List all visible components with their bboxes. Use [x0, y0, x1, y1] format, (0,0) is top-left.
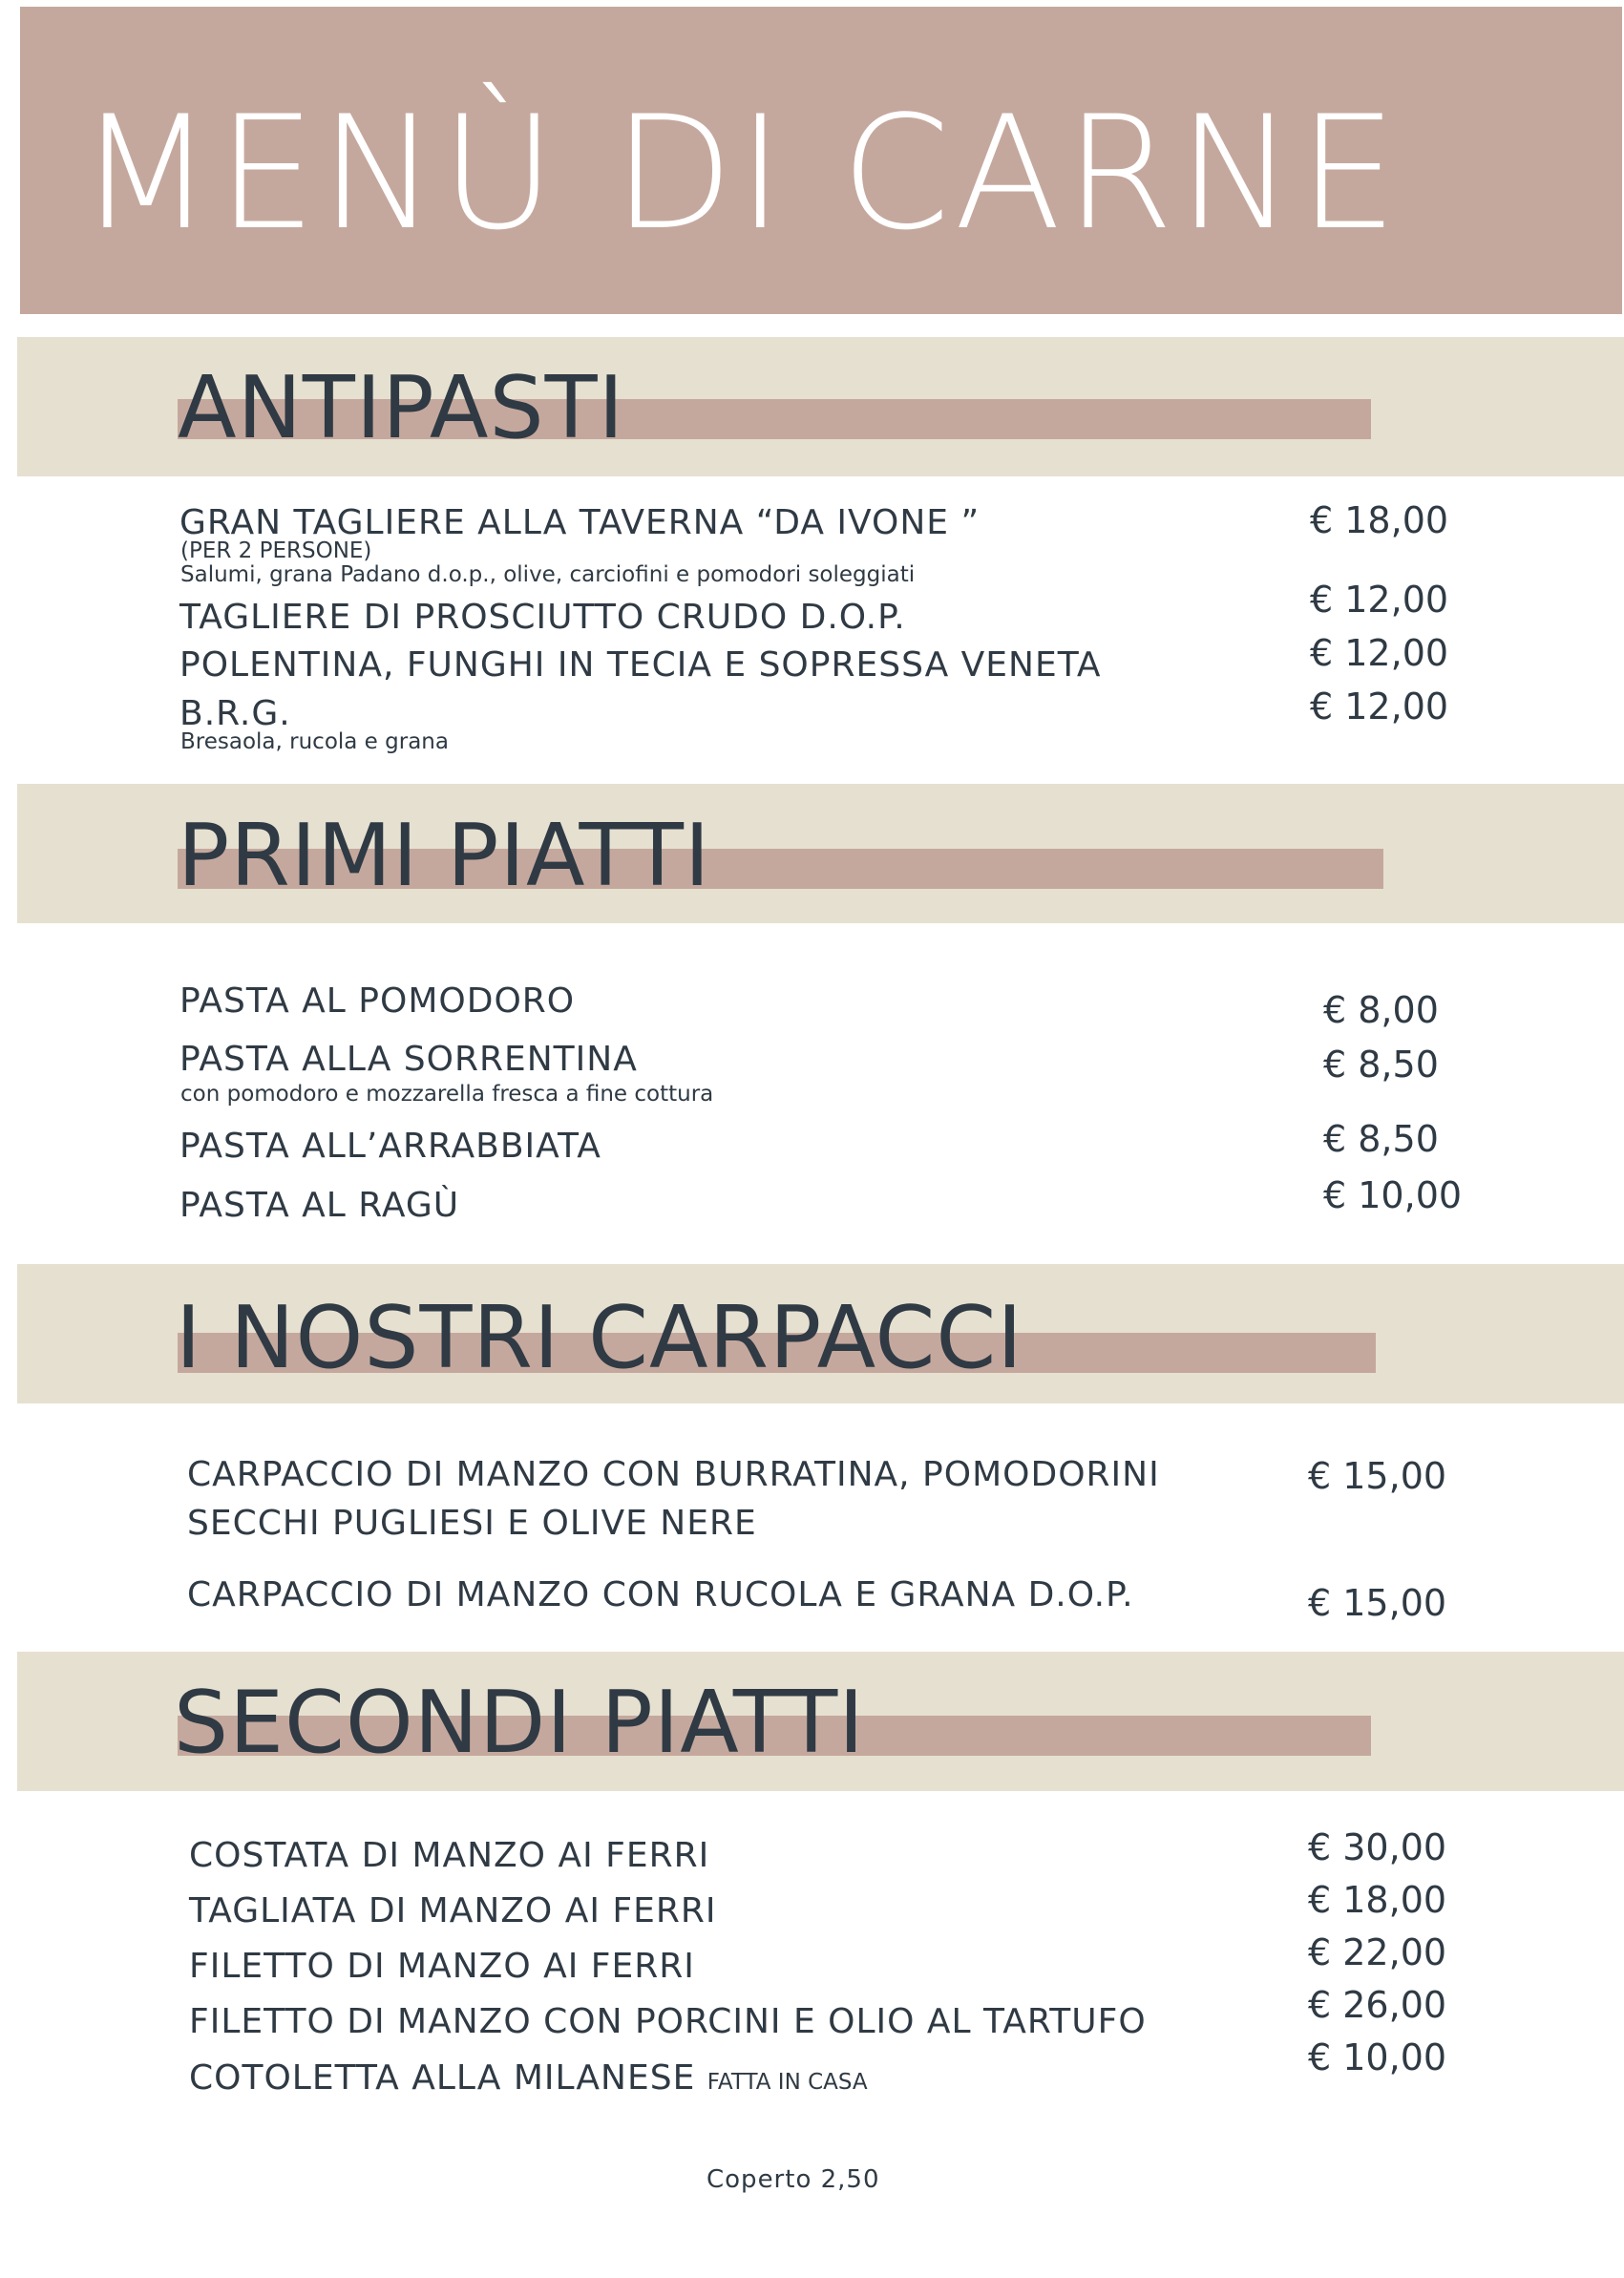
menu-item-name: TAGLIATA DI MANZO AI FERRI [189, 1891, 717, 1930]
section-title-primi: PRIMI PIATTI [178, 806, 711, 906]
menu-item-name: FILETTO DI MANZO CON PORCINI E OLIO AL TARTUFO [189, 2002, 1147, 2041]
section-title-secondi: SECONDI PIATTI [174, 1673, 865, 1773]
menu-item-price: € 8,50 [1323, 1118, 1439, 1160]
menu-item-price: € 12,00 [1310, 686, 1449, 728]
menu-item-inline-note: FATTA IN CASA [707, 2070, 868, 2095]
cover-charge-note: Coperto 2,50 [707, 2165, 880, 2194]
menu-item-name: FILETTO DI MANZO AI FERRI [189, 1947, 695, 1986]
menu-item-name-with-note [189, 2059, 868, 2101]
menu-item-name: PASTA ALLA SORRENTINA [179, 1040, 638, 1079]
page-title: MENÙ DI CARNE [78, 82, 1402, 264]
menu-item-price: € 12,00 [1310, 579, 1449, 621]
menu-item-price: € 18,00 [1308, 1879, 1447, 1921]
menu-item-name: PASTA ALL’ARRABBIATA [179, 1127, 601, 1166]
menu-item-price: € 8,50 [1323, 1044, 1439, 1086]
menu-item-price: € 18,00 [1310, 499, 1449, 541]
menu-item-price: € 12,00 [1310, 632, 1449, 674]
menu-item-name: CARPACCIO DI MANZO CON BURRATINA, POMODORINI [187, 1455, 1160, 1494]
menu-item-name-continued: SECCHI PUGLIESI E OLIVE NERE [187, 1504, 757, 1543]
menu-item-description: con pomodoro e mozzarella fresca a fine cottura [180, 1082, 714, 1107]
menu-item-name: B.R.G. [179, 694, 291, 733]
menu-item-price: € 15,00 [1308, 1455, 1447, 1497]
menu-item-note: (PER 2 PERSONE) [180, 538, 372, 563]
section-title-antipasti: ANTIPASTI [178, 358, 625, 458]
menu-item-name: COTOLETTA ALLA MILANESE [189, 2058, 696, 2098]
menu-item-name: POLENTINA, FUNGHI IN TECIA E SOPRESSA VENETA [179, 645, 1102, 685]
menu-item-name: PASTA AL RAGÙ [179, 1186, 460, 1225]
menu-item-description: Salumi, grana Padano d.o.p., olive, carciofini e pomodori soleggiati [180, 562, 916, 587]
menu-item-name: PASTA AL POMODORO [179, 981, 576, 1021]
menu-item-name: CARPACCIO DI MANZO CON RUCOLA E GRANA D.O.P. [187, 1575, 1134, 1614]
menu-item-price: € 10,00 [1323, 1174, 1463, 1216]
menu-item-name: GRAN TAGLIERE ALLA TAVERNA “DA IVONE ” [179, 503, 981, 542]
menu-item-price: € 22,00 [1308, 1931, 1447, 1973]
menu-item-price: € 30,00 [1308, 1826, 1447, 1868]
menu-item-price: € 10,00 [1308, 2036, 1447, 2078]
menu-item-name: TAGLIERE DI PROSCIUTTO CRUDO D.O.P. [179, 598, 906, 637]
menu-item-name: COSTATA DI MANZO AI FERRI [189, 1836, 710, 1875]
menu-item-price: € 8,00 [1323, 989, 1439, 1031]
menu-item-price: € 15,00 [1308, 1582, 1447, 1624]
section-title-carpacci: I NOSTRI CARPACCI [176, 1288, 1023, 1388]
menu-item-description: Bresaola, rucola e grana [180, 729, 449, 754]
menu-item-price: € 26,00 [1308, 1984, 1447, 2026]
